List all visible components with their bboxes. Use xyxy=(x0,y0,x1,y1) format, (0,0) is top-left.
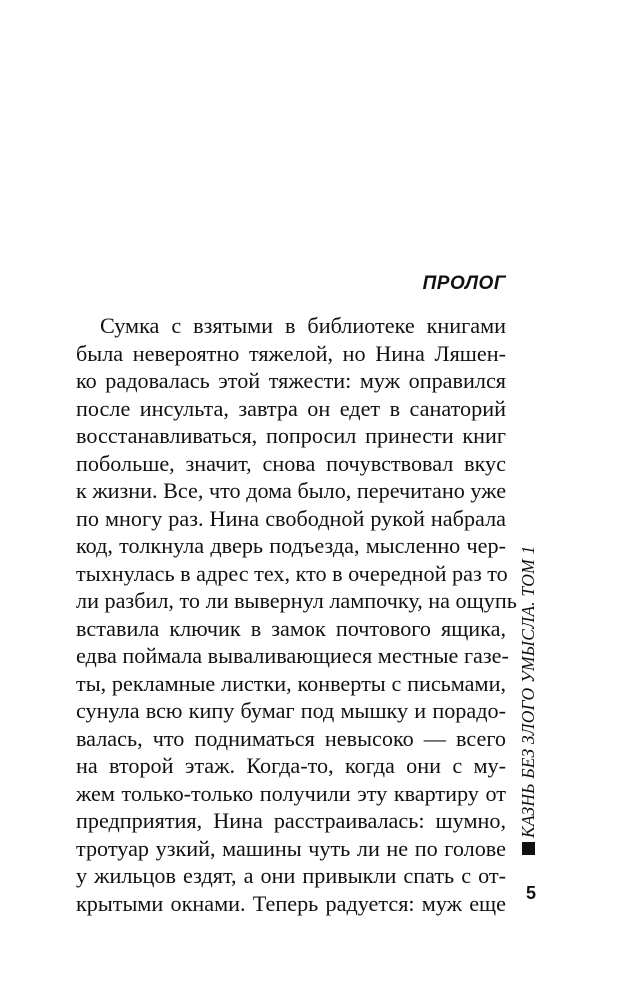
running-title-text: КАЗНЬ БЕЗ ЗЛОГО УМЫСЛА. ТОМ 1 xyxy=(518,545,538,838)
text-line: после инсульта, завтра он едет в санаторий xyxy=(76,395,506,421)
text-line: Сумка с взятыми в библиотеке книгами xyxy=(100,313,506,338)
text-line: по многу раз. Нина свободной рукой набрала xyxy=(76,505,506,531)
text-line: на второй этаж. Когда-то, когда они с му- xyxy=(76,753,506,778)
running-title xyxy=(515,520,541,865)
text-line: у жильцов ездят, а они привыкли спать с от- xyxy=(76,863,506,888)
text-line: едва поймала вываливающиеся местные газе- xyxy=(76,643,509,668)
page-number: 5 xyxy=(525,883,536,903)
text-line: крытыми окнами. Теперь радуется: муж еще xyxy=(76,890,506,916)
text-line: жем только-только получили эту квартиру от xyxy=(76,780,506,806)
text-line: была невероятно тяжелой, но Нина Ляшен- xyxy=(76,340,506,366)
text-line: валась, что подниматься невысоко — всего xyxy=(76,725,506,751)
body-paragraph xyxy=(76,312,517,917)
text-line: тыхнулась в адрес тех, кто в очередной раз то xyxy=(76,560,508,586)
text-line: код, толкнула дверь подъезда, мысленно чер- xyxy=(76,533,506,558)
text-line: ли разбил, то ли вывернул лампочку, на ощупь xyxy=(76,588,517,613)
text-line: к жизни. Все, что дома было, перечитано уже xyxy=(76,478,507,503)
text-line: предприятия, Нина расстраивалась: шумно, xyxy=(76,808,506,833)
text-line: тротуар узкий, машины чуть ли не по голове xyxy=(76,835,506,861)
text-line: ко радовалась этой тяжести: муж оправился xyxy=(76,368,506,393)
chapter-heading: ПРОЛОГ xyxy=(422,273,506,294)
text-line: сунула всю кипу бумаг под мышку и порадо- xyxy=(76,698,506,723)
text-line: побольше, значит, снова почувствовал вкус xyxy=(76,450,506,476)
text-line: восстанавливаться, попросил принести книг xyxy=(76,423,506,448)
text-line: вставила ключик в замок почтового ящика, xyxy=(76,615,506,641)
text-line: ты, рекламные листки, конверты с письмами, xyxy=(76,670,506,696)
square-marker-icon xyxy=(522,842,535,855)
